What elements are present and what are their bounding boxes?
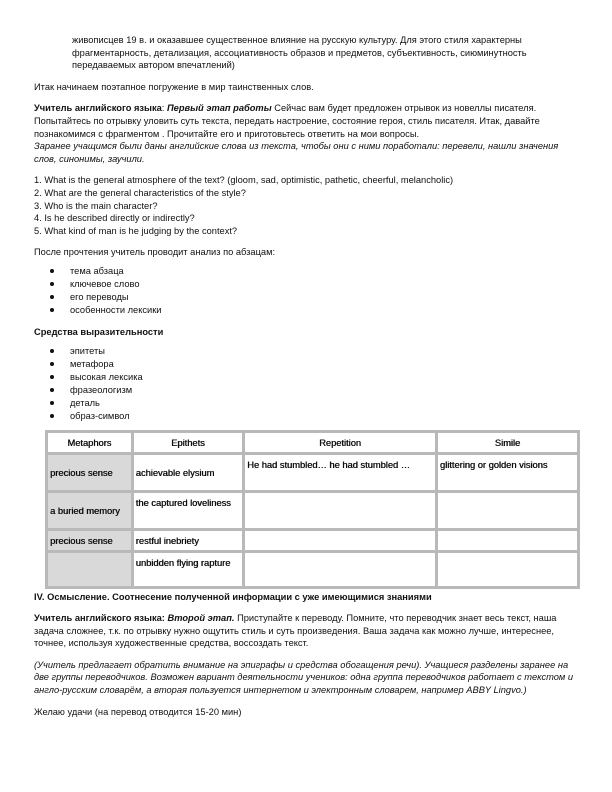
expressive-means-table bbox=[45, 430, 580, 589]
table-header-cell: Simile bbox=[436, 431, 578, 453]
stage2-paragraph bbox=[34, 612, 580, 650]
table-cell bbox=[436, 551, 578, 587]
analysis-intro: После прочтения учитель проводит анализ по абзацам: bbox=[34, 247, 276, 258]
table-cell: achievable elysium bbox=[132, 453, 243, 491]
stage1-speaker: Учитель английского языка bbox=[34, 103, 162, 114]
document-page bbox=[34, 34, 580, 718]
table-cell: precious sense bbox=[47, 453, 133, 491]
list-item: образ-символ bbox=[50, 410, 580, 423]
table-header-row bbox=[47, 431, 579, 453]
table-cell: unbidden flying rapture bbox=[132, 551, 243, 587]
table-cell bbox=[244, 529, 437, 551]
closing-line: Желаю удачи (на перевод отводится 15-20 мин) bbox=[34, 706, 242, 717]
table-cell: precious sense bbox=[47, 529, 133, 551]
list-item: эпитеты bbox=[50, 345, 580, 358]
table-cell bbox=[436, 491, 578, 529]
table-row bbox=[47, 453, 579, 491]
question-item: 3. Who is the main character? bbox=[34, 200, 158, 211]
table-cell bbox=[244, 491, 437, 529]
question-item: 4. Is he described directly or indirectly? bbox=[34, 213, 195, 224]
questions-list bbox=[34, 174, 580, 237]
question-item: 2. What are the general characteristics of the style? bbox=[34, 187, 246, 198]
section4-title: IV. Осмысление. Соотнесение полученной информации с уже имеющимися знаниями bbox=[34, 591, 432, 602]
table-header-cell: Repetition bbox=[244, 431, 437, 453]
table-cell bbox=[244, 551, 437, 587]
table-header-cell: Metaphors bbox=[47, 431, 133, 453]
start-sentence: Итак начинаем поэтапное погружение в мир таинственных слов. bbox=[34, 81, 314, 92]
stage1-text: Сейчас вам будет предложен отрывок из новеллы писателя. Попытайтесь по отрывку уловить суть текста, передать настроение, состояние героя, стиль писателя. Итак, давайте познакомимся с фрагментом . Прочитайте его и приготовьтесь ответить на мои вопросы. bbox=[34, 103, 540, 139]
table-row bbox=[47, 491, 579, 529]
table-cell: restful inebriety bbox=[132, 529, 243, 551]
analysis-list bbox=[34, 265, 580, 317]
table-cell: a buried memory bbox=[47, 491, 133, 529]
means-list bbox=[34, 345, 580, 423]
list-item: высокая лексика bbox=[50, 371, 580, 384]
list-item: ключевое слово bbox=[50, 278, 580, 291]
table-cell: glittering or golden visions bbox=[436, 453, 578, 491]
list-item: метафора bbox=[50, 358, 580, 371]
teacher-note: (Учитель предлагает обратить внимание на эпиграфы и средства обогащения речи). Учащиеся разделены заранее на две группы переводчиков. Возможен вариант деятельности учеников: одна группа переводчиков работает с текстом и англо-русским словарём, а вторая пользуется интернетом и электронным словарем, например ABBY Lingvo.) bbox=[34, 659, 574, 696]
table-header-cell: Epithets bbox=[132, 431, 243, 453]
question-item: 1. What is the general atmosphere of the text? (gloom, sad, optimistic, pathetic, cheerful, melancholic) bbox=[34, 175, 454, 186]
stage1-note: Заранее учащимся были даны английские слова из текста, чтобы они с ними поработали: перевели, нашли значения слов, синонимы, заучили. bbox=[34, 141, 559, 164]
intro-line: живописцев 19 в. и оказавшее существенное влияние на русскую культуру. Для этого стиля характерны bbox=[72, 35, 522, 45]
means-title: Средства выразительности bbox=[34, 326, 164, 337]
intro-line: передаваемых автором впечатлений) bbox=[72, 60, 235, 71]
stage2-stage-name: Второй этап. bbox=[167, 613, 235, 624]
table-cell bbox=[436, 529, 578, 551]
list-item: особенности лексики bbox=[50, 304, 580, 317]
table-cell bbox=[47, 551, 133, 587]
stage1-paragraph: Учитель английского языка: Первый этап работы Сейчас вам будет предложен отрывок из новеллы писателя. Попытайтесь по отрывку уловить суть текста, передать настроение, состояние героя, стиль писателя. Итак, давайте познакомимся с фрагментом . Прочитайте его и приготовьтесь ответить на мои вопросы. bbox=[34, 103, 540, 139]
list-item: фразеологизм bbox=[50, 384, 580, 397]
list-item: его переводы bbox=[50, 291, 580, 304]
list-item: тема абзаца bbox=[50, 265, 580, 278]
table-row bbox=[47, 551, 579, 587]
question-item: 5. What kind of man is he judging by the context? bbox=[34, 225, 238, 236]
intro-line: фрагментарность, детализация, ассоциативность образов и предметов, субъективность, сиюминутность bbox=[72, 47, 527, 58]
stage1-stage-name: Первый этап работы bbox=[166, 103, 272, 114]
intro-quote-block bbox=[34, 34, 580, 72]
table-cell: the captured loveliness bbox=[132, 491, 243, 529]
stage2-text: Приступайте к переводу. Помните, что переводчик знает весь текст, наша задача сложнее, т.к. по отрывку нужно ощутить стиль и суть произведения. Ваша задача как можно лучше, интереснее, точнее, используя художественные средства, воссоздать текст. bbox=[34, 613, 557, 649]
list-item: деталь bbox=[50, 397, 580, 410]
stage2-speaker: Учитель английского языка: bbox=[34, 613, 165, 624]
table-cell: He had stumbled… he had stumbled … bbox=[244, 453, 437, 491]
table-row bbox=[47, 529, 579, 551]
